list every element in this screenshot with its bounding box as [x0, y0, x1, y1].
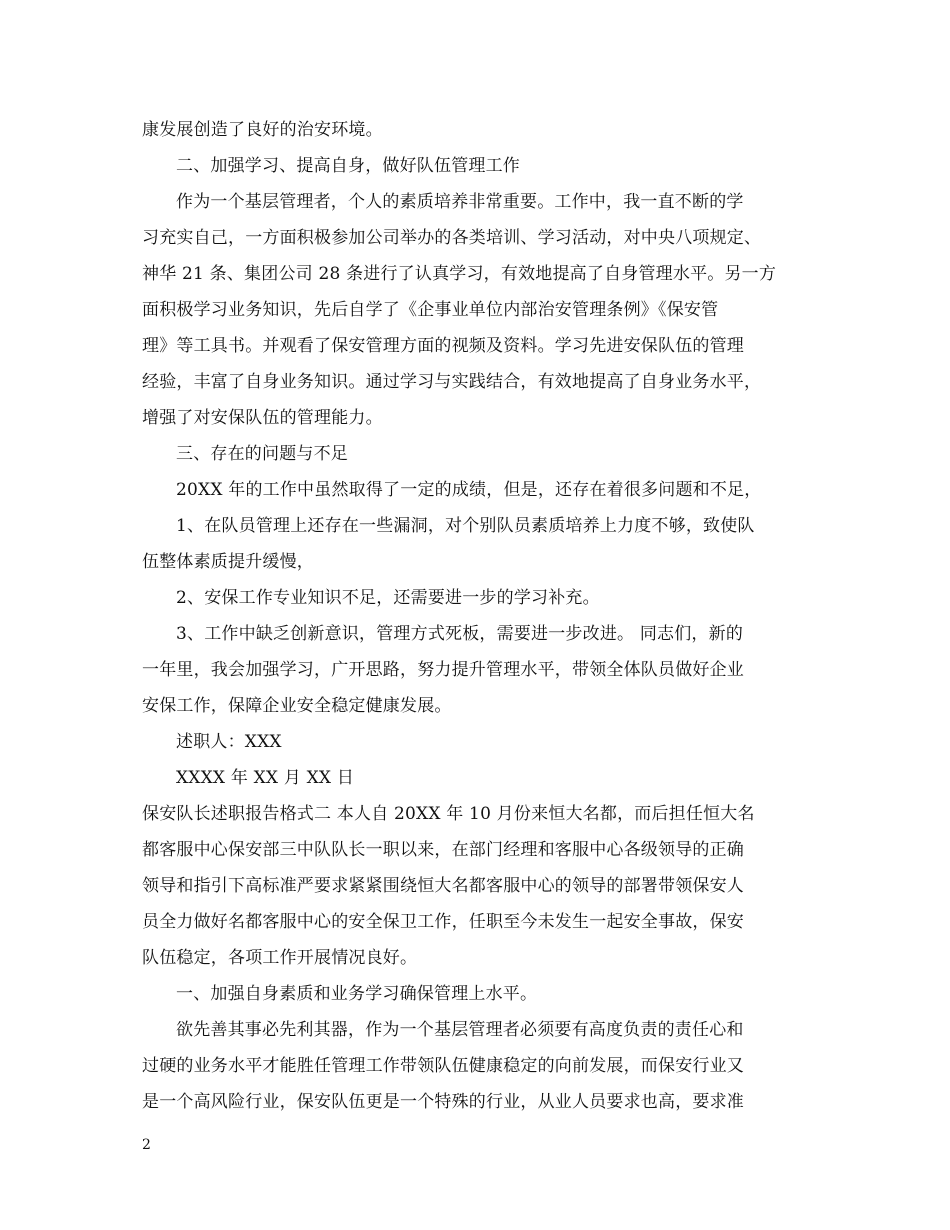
section-heading: 二、加强学习、提高自身，做好队伍管理工作 — [176, 156, 520, 176]
text-line: 队伍稳定，各项工作开展情况良好。 — [142, 948, 418, 968]
text-line: 增强了对安保队伍的管理能力。 — [142, 408, 383, 428]
text-line: 领导和指引下高标准严要求紧紧围绕恒大名都客服中心的领导的部署带领保安人 — [142, 876, 744, 896]
section-heading: 三、存在的问题与不足 — [176, 444, 348, 464]
text-line: 理》等工具书。并观看了保安管理方面的视频及资料。学习先进安保队伍的管理 — [142, 336, 744, 356]
list-item: 3、工作中缺乏创新意识，管理方式死板，需要进一步改进。 同志们，新的 — [176, 624, 744, 644]
text-line: 保安队长述职报告格式二 本人自 20XX 年 10 月份来恒大名都，而后担任恒大名 — [142, 804, 755, 824]
text-line: 是一个高风险行业，保安队伍更是一个特殊的行业，从业人员要求也高，要求准 — [142, 1092, 744, 1112]
text-line: 作为一个基层管理者，个人的素质培养非常重要。工作中，我一直不断的学 — [176, 192, 744, 212]
text-line: 习充实自己，一方面积极参加公司举办的各类培训、学习活动，对中央八项规定、 — [142, 228, 762, 248]
text-line: 欲先善其事必先利其器，作为一个基层管理者必须要有高度负责的责任心和 — [176, 1020, 744, 1040]
text-line: 经验，丰富了自身业务知识。通过学习与实践结合，有效地提高了自身业务水平， — [142, 372, 762, 392]
list-item: 2、安保工作专业知识不足，还需要进一步的学习补充。 — [176, 588, 600, 608]
signature-line: 述职人：XXX — [176, 732, 282, 752]
text-line: 员全力做好名都客服中心的安全保卫工作，任职至今未发生一起安全事故，保安 — [142, 912, 744, 932]
text-line: 20XX 年的工作中虽然取得了一定的成绩，但是，还存在着很多问题和不足， — [176, 480, 762, 500]
list-item: 1、在队员管理上还存在一些漏洞，对个别队员素质培养上力度不够，致使队 — [176, 516, 755, 536]
text-line: 康发展创造了良好的治安环境。 — [142, 120, 383, 140]
section-heading: 一、加强自身素质和业务学习确保管理上水平。 — [176, 984, 538, 1004]
text-line: 伍整体素质提升缓慢， — [142, 552, 314, 572]
text-line: 神华 21 条、集团公司 28 条进行了认真学习，有效地提高了自身管理水平。另一方 — [142, 264, 777, 284]
text-line: 都客服中心保安部三中队队长一职以来，在部门经理和客服中心各级领导的正确 — [142, 840, 744, 860]
page-number: 2 — [142, 1137, 151, 1153]
text-line: 过硬的业务水平才能胜任管理工作带领队伍健康稳定的向前发展，而保安行业又 — [142, 1056, 744, 1076]
date-line: XXXX 年 XX 月 XX 日 — [176, 768, 355, 788]
body-text — [142, 112, 822, 1120]
text-line: 面积极学习业务知识，先后自学了《企事业单位内部治安管理条例》《保安管 — [142, 300, 719, 320]
text-line: 安保工作，保障企业安全稳定健康发展。 — [142, 696, 452, 716]
text-line: 一年里，我会加强学习，广开思路，努力提升管理水平，带领全体队员做好企业 — [142, 660, 744, 680]
